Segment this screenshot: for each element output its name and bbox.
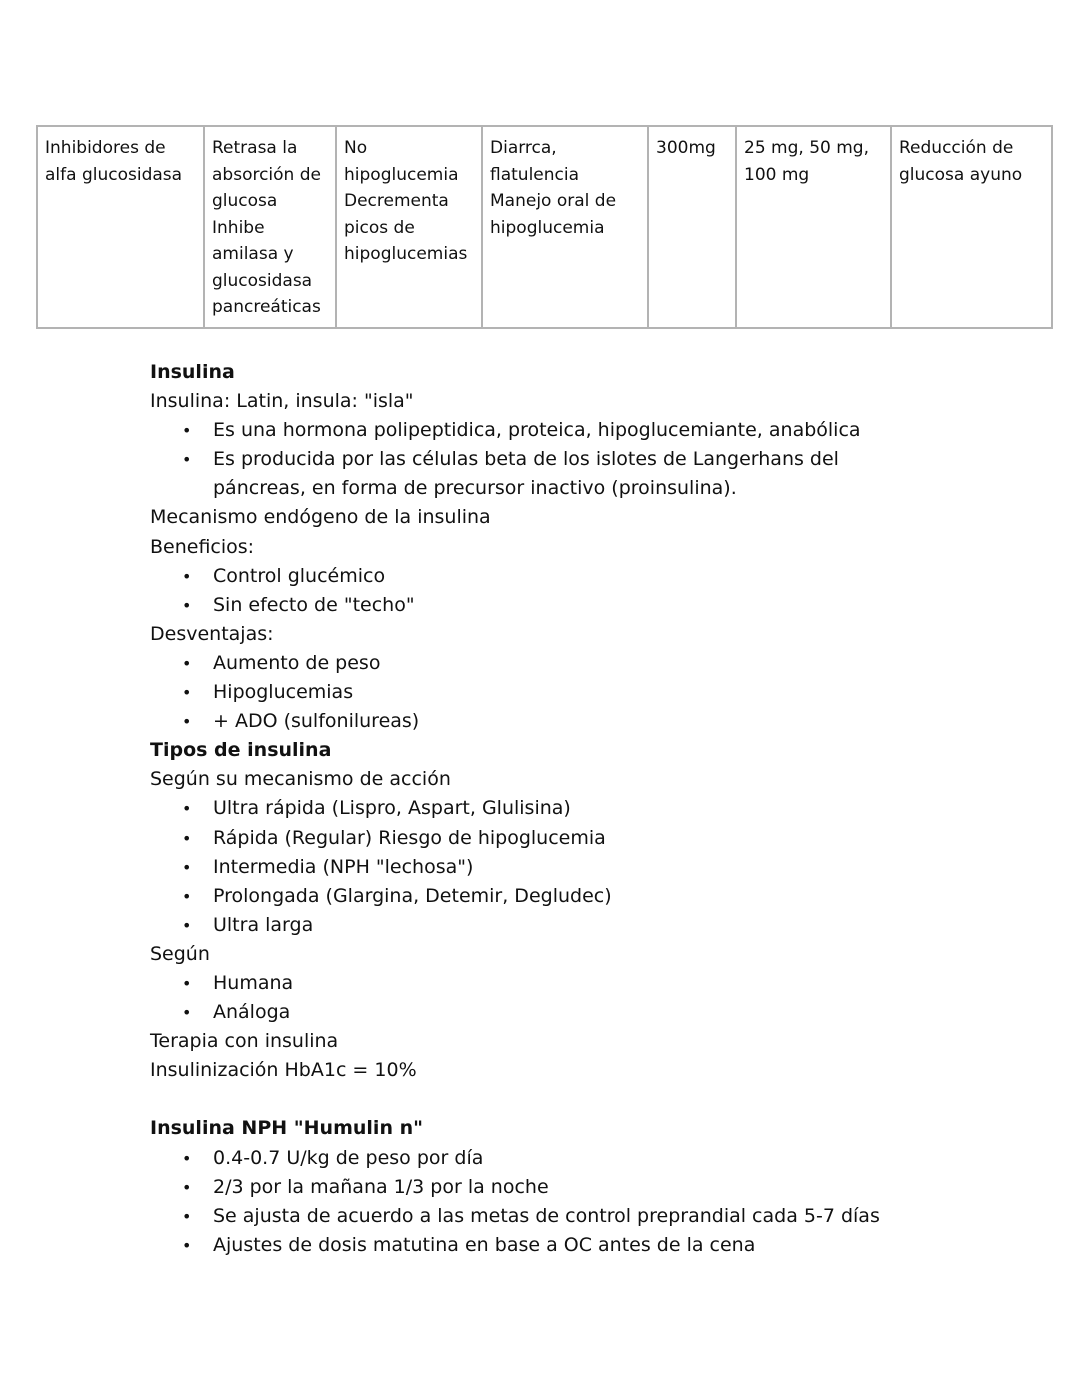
disadvantages-label: Desventajas: bbox=[150, 622, 274, 645]
cell-max-dose: 300mg bbox=[648, 126, 736, 328]
cell-effect: Reducción de glucosa ayuno bbox=[891, 126, 1052, 328]
list-item-continuation: páncreas, en forma de precursor inactivo (proinsulina). bbox=[213, 477, 737, 500]
cell-presentations: 25 mg, 50 mg, 100 mg bbox=[736, 126, 891, 328]
by-action-list bbox=[150, 794, 1030, 939]
list-item: • Se ajusta de acuerdo a las metas de control preprandial cada 5-7 días bbox=[213, 1202, 1030, 1231]
list-item: • Intermedia (NPH "lechosa") bbox=[213, 853, 1030, 882]
cell-mechanism: Retrasa la absorción de glucosa Inhibe amilasa y glucosidasa pancreáticas bbox=[204, 126, 336, 328]
list-item: • Aumento de peso bbox=[213, 649, 1030, 678]
disadvantages-list bbox=[150, 649, 1030, 736]
document-body bbox=[150, 358, 1030, 1260]
list-item: • Hipoglucemias bbox=[213, 678, 1030, 707]
by-origin-label: Según bbox=[150, 942, 210, 965]
etymology-line: Insulina: Latin, insula: "isla" bbox=[150, 390, 414, 413]
cell-adverse-effects: Diarrca, flatulencia Manejo oral de hipoglucemia bbox=[482, 126, 648, 328]
list-item: • Humana bbox=[213, 969, 1030, 998]
cell-advantages: No hipoglucemia Decrementa picos de hipoglucemias bbox=[336, 126, 482, 328]
therapy-line: Terapia con insulina bbox=[150, 1030, 339, 1053]
list-item: • + ADO (sulfonilureas) bbox=[213, 707, 1030, 736]
nph-list bbox=[150, 1144, 1030, 1260]
list-item: • Análoga bbox=[213, 998, 1030, 1027]
insulina-description-list bbox=[150, 416, 1030, 474]
by-origin-list bbox=[150, 969, 1030, 1027]
list-item: • Prolongada (Glargina, Detemir, Degludec) bbox=[213, 882, 1030, 911]
benefits-label: Beneficios: bbox=[150, 535, 255, 558]
cell-drug-class: Inhibidores de alfa glucosidasa bbox=[37, 126, 204, 328]
spacer bbox=[150, 1085, 1030, 1114]
list-item: • Ultra rápida (Lispro, Aspart, Glulisina) bbox=[213, 794, 1030, 823]
list-item: • 2/3 por la mañana 1/3 por la noche bbox=[213, 1173, 1030, 1202]
list-item: • Es producida por las células beta de los islotes de Langerhans del bbox=[213, 445, 1030, 474]
section-heading-tipos: Tipos de insulina bbox=[150, 739, 332, 762]
list-item: • Control glucémico bbox=[213, 562, 1030, 591]
list-item: • Es una hormona polipeptidica, proteica, hipoglucemiante, anabólica bbox=[213, 416, 1030, 445]
section-heading-insulina: Insulina bbox=[150, 361, 235, 383]
section-heading-nph: Insulina NPH "Humulin n" bbox=[150, 1117, 424, 1140]
table-row bbox=[37, 126, 1052, 328]
list-item: • 0.4-0.7 U/kg de peso por día bbox=[213, 1144, 1030, 1173]
list-item: • Ultra larga bbox=[213, 911, 1030, 940]
list-item: • Sin efecto de "techo" bbox=[213, 591, 1030, 620]
by-action-label: Según su mecanismo de acción bbox=[150, 768, 451, 791]
benefits-list bbox=[150, 562, 1030, 620]
list-item: • Ajustes de dosis matutina en base a OC antes de la cena bbox=[213, 1231, 1030, 1260]
list-item: • Rápida (Regular) Riesgo de hipoglucemia bbox=[213, 824, 1030, 853]
insulinization-line: Insulinización HbA1c = 10% bbox=[150, 1059, 417, 1082]
mechanism-line: Mecanismo endógeno de la insulina bbox=[150, 506, 491, 529]
drug-comparison-table bbox=[36, 125, 1053, 329]
